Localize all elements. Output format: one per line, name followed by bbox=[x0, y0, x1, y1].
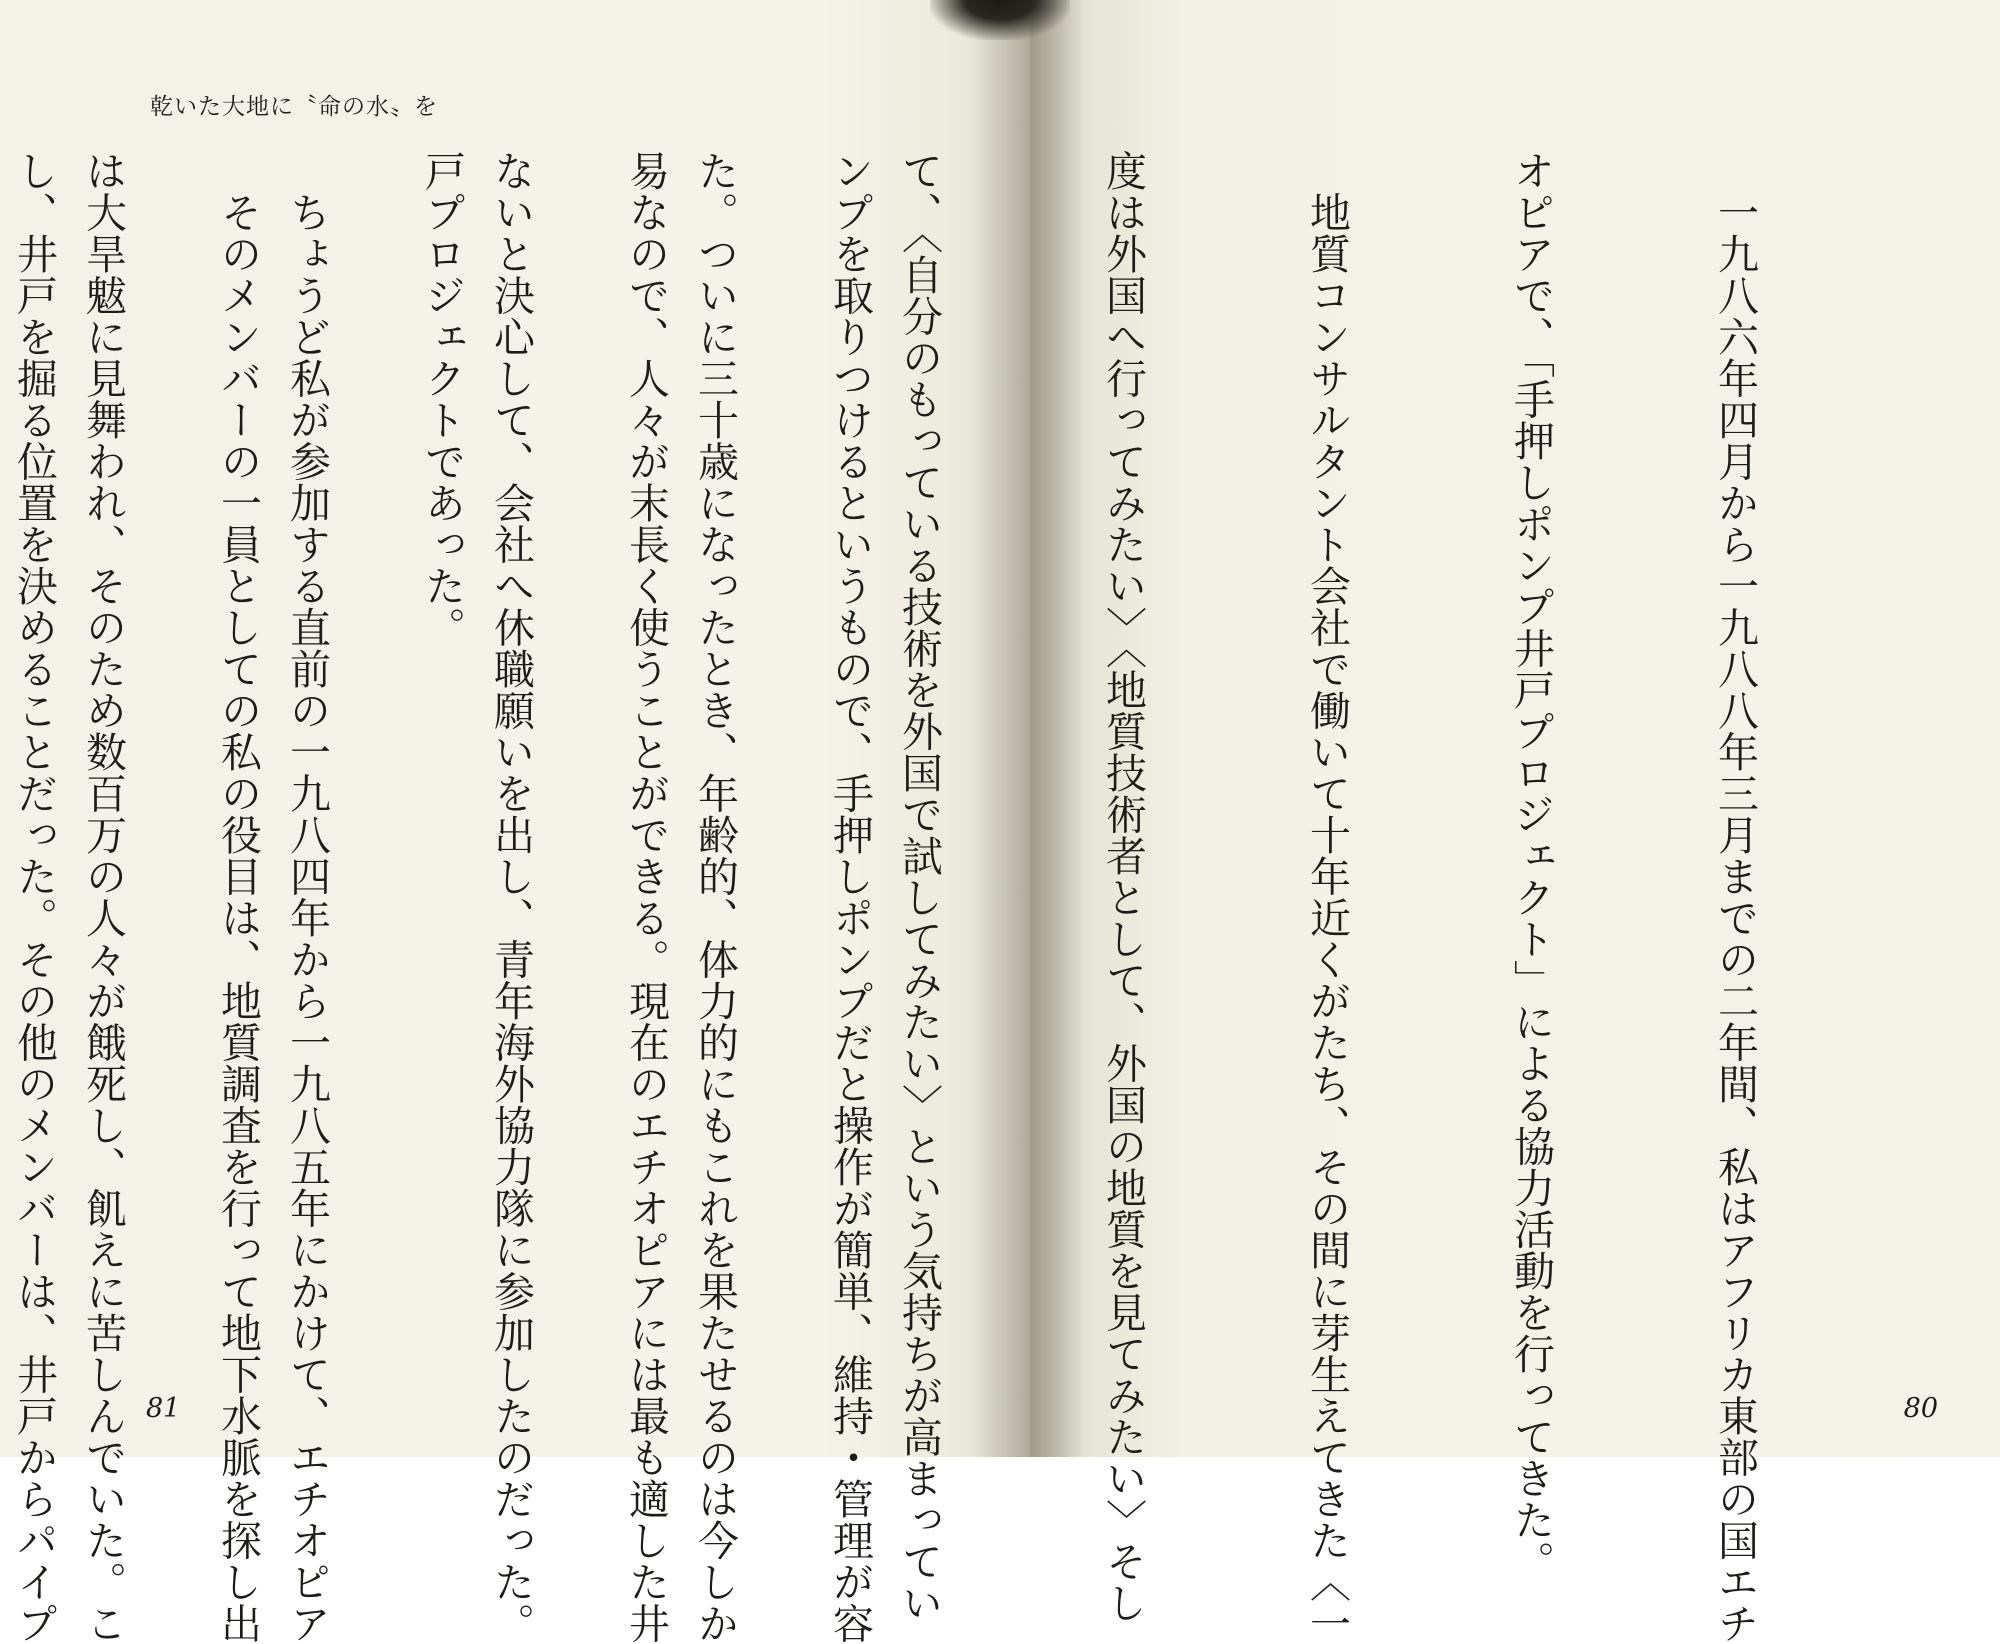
text-line: そのメンバーの一員としての私の役目は、地質調査を行って地下水脈を探し出 bbox=[214, 150, 262, 1644]
text-line: 度は外国へ行ってみたい〉〈地質技術者として、外国の地質を見てみたい〉そし bbox=[1099, 150, 1147, 1624]
text-line: し、井戸を掘る位置を決めることだった。その他のメンバーは、井戸からパイプ bbox=[10, 150, 58, 1644]
text-line: ちょうど私が参加する直前の一九八四年から一九八五年にかけて、エチオピア bbox=[283, 150, 331, 1644]
text-line: ないと決心して、会社へ休職願いを出し、青年海外協力隊に参加したのだった。 bbox=[487, 150, 535, 1644]
text-line: た。ついに三十歳になったとき、年齢的、体力的にもこれを果たせるのは今しか bbox=[691, 150, 739, 1644]
text-line: 戸プロジェクトであった。 bbox=[418, 150, 466, 648]
text-line: ンプを取りつけるというもので、手押しポンプだと操作が簡単、維持・管理が容 bbox=[826, 150, 874, 1644]
text-line: 易なので、人々が末長く使うことができる。現在のエチオピアには最も適した井 bbox=[622, 150, 670, 1644]
text-line: 一九八六年四月から一九八八年三月までの二年間、私はアフリカ東部の国エチ bbox=[1711, 150, 1759, 1644]
page-number-right: 80 bbox=[1903, 1393, 1938, 1424]
text-line: オピアで、「手押しポンプ井戸プロジェクト」による協力活動を行ってきた。 bbox=[1507, 150, 1555, 1582]
page-number-left: 81 bbox=[146, 1393, 181, 1424]
text-line: は大旱魃に見舞われ、そのため数百万の人々が餓死し、飢えに苦しんでいた。こ bbox=[79, 150, 127, 1644]
running-head: 乾いた大地に〝命の水〟を bbox=[150, 94, 438, 120]
text-line: て、〈自分のもっている技術を外国で試してみたい〉という気持ちが高まってい bbox=[895, 150, 943, 1624]
text-line: 地質コンサルタント会社で働いて十年近くがたち、その間に芽生えてきた〈一 bbox=[1303, 150, 1351, 1644]
